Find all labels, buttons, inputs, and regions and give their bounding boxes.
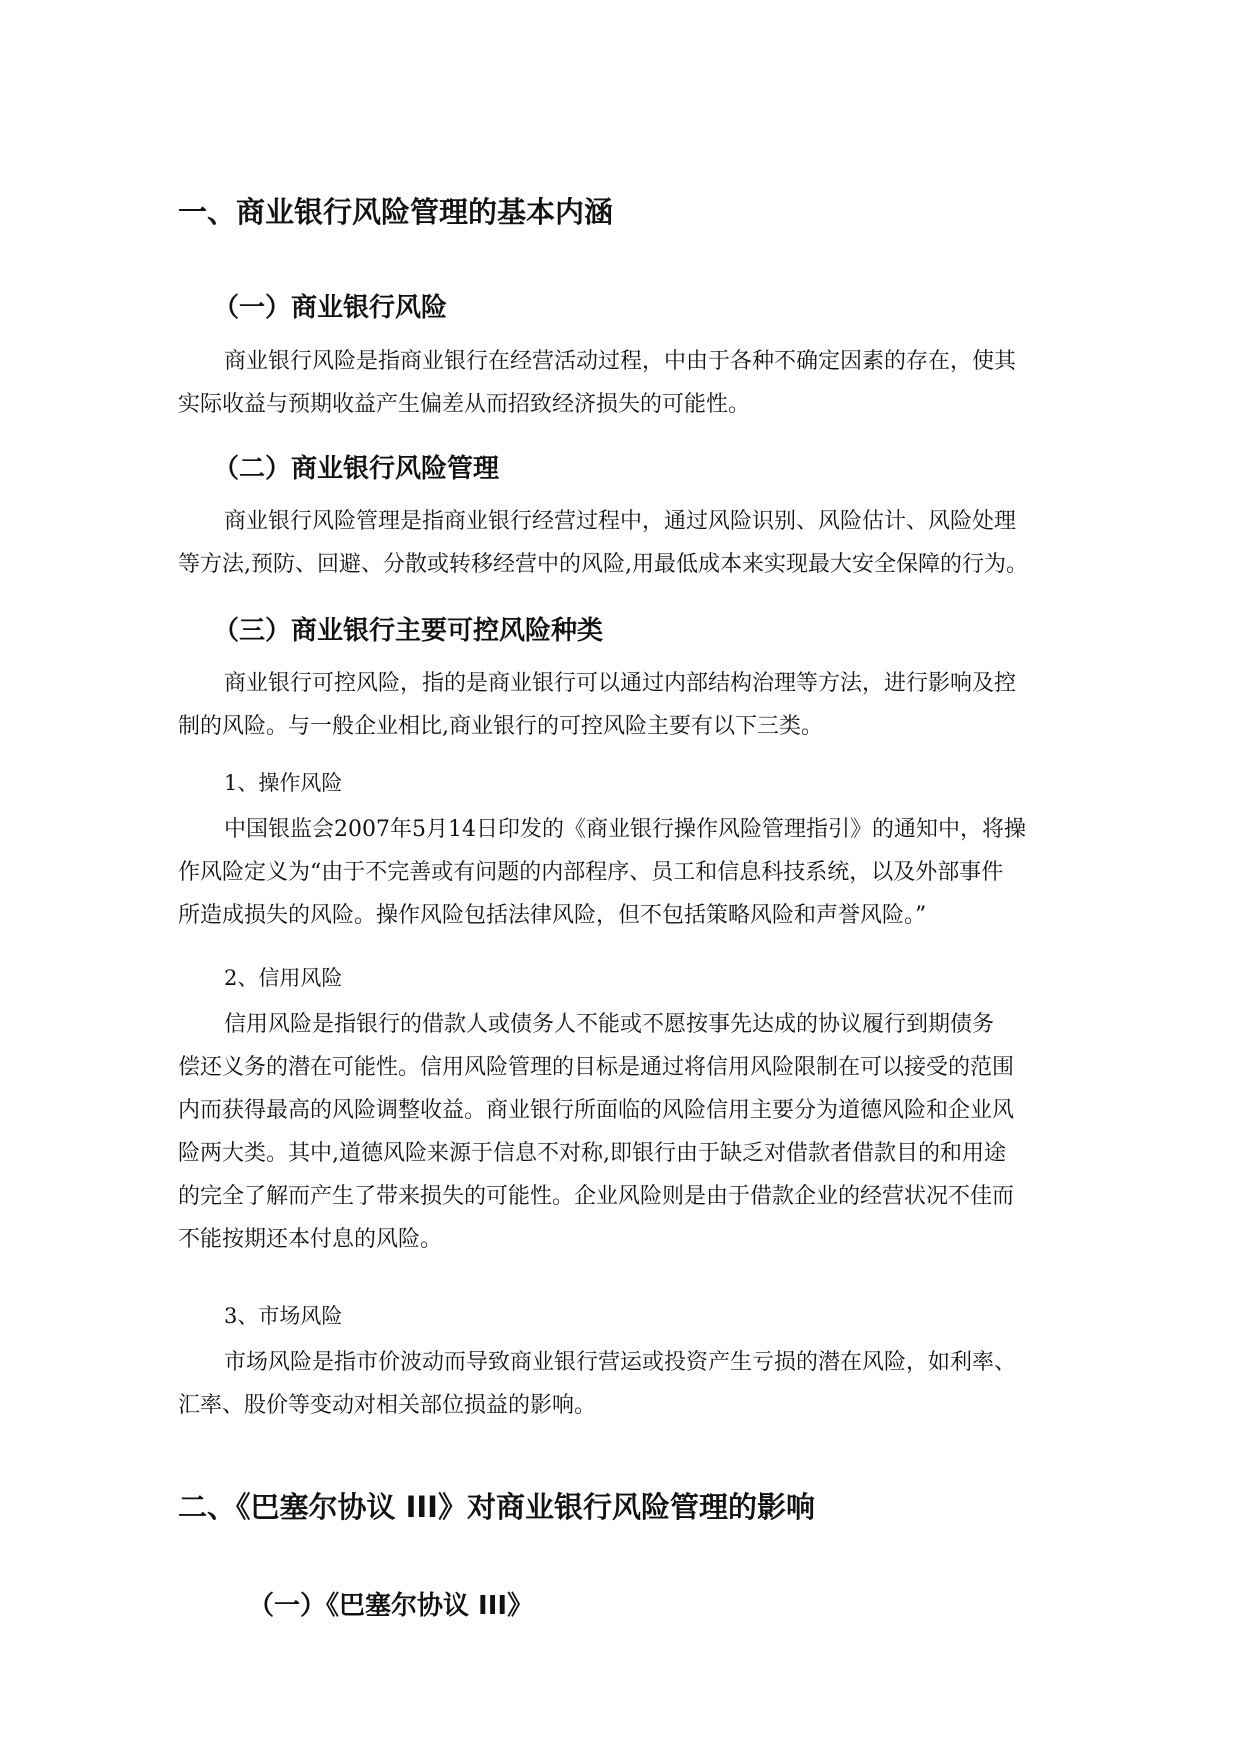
text-line: 制的风险。与一般企业相比,商业银行的可控风险主要有以下三类。 xyxy=(178,714,823,739)
text-line: 所造成损失的风险。操作风险包括法律风险，但不包括策略风险和声誉风险。” xyxy=(178,903,927,928)
text-line: 市场风险是指市价波动而导致商业银行营运或投资产生亏损的潜在风险，如利率、 xyxy=(224,1350,1017,1375)
text-line: 汇率、股价等变动对相关部位损益的影响。 xyxy=(178,1393,597,1418)
text-line: 信用风险是指银行的借款人或债务人不能或不愿按事先达成的协议履行到期债务 xyxy=(224,1012,995,1037)
subsection-1-1-heading: （一）商业银行风险 xyxy=(213,293,448,323)
paragraph-bank-risk xyxy=(178,340,1016,426)
text-line: 中国银监会2007年5月14日印发的《商业银行操作风险管理指引》的通知中，将操 xyxy=(224,817,1026,842)
subsection-1-3-heading: （三）商业银行主要可控风险种类 xyxy=(213,616,604,646)
paragraph-market-risk xyxy=(178,1341,1016,1427)
list-item-market-risk: 3、市场风险 xyxy=(224,1304,343,1328)
text-line: 内而获得最高的风险调整收益。商业银行所面临的风险信用主要分为道德风险和企业风 xyxy=(178,1098,1015,1123)
paragraph-credit-risk xyxy=(178,1003,1014,1261)
text-line: 作风险定义为“由于不完善或有问题的内部程序、员工和信息科技系统，以及外部事件 xyxy=(178,860,1004,885)
paragraph-controllable-risks xyxy=(178,662,1016,748)
text-line: 商业银行可控风险，指的是商业银行可以通过内部结构治理等方法，进行影响及控 xyxy=(224,671,1017,696)
text-line: 偿还义务的潜在可能性。信用风险管理的目标是通过将信用风险限制在可以接受的范围 xyxy=(178,1055,1015,1080)
section-2-heading: 二、《巴塞尔协议 III》对商业银行风险管理的影响 xyxy=(178,1490,815,1524)
subsection-1-2-heading: （二）商业银行风险管理 xyxy=(213,454,500,484)
text-line: 实际收益与预期收益产生偏差从而招致经济损失的可能性。 xyxy=(178,392,751,417)
text-line: 不能按期还本付息的风险。 xyxy=(178,1227,443,1252)
text-line: 商业银行风险是指商业银行在经营活动过程，中由于各种不确定因素的存在，使其 xyxy=(224,349,1017,374)
paragraph-operational-risk xyxy=(178,808,1026,937)
list-item-operational-risk: 1、操作风险 xyxy=(224,771,343,795)
text-line: 等方法,预防、回避、分散或转移经营中的风险,用最低成本来实现最大安全保障的行为。 xyxy=(178,552,1028,577)
paragraph-risk-management xyxy=(178,500,1028,586)
text-line: 险两大类。其中,道德风险来源于信息不对称,即银行由于缺乏对借款者借款目的和用途 xyxy=(178,1141,1006,1166)
subsection-2-1-heading: （一）《巴塞尔协议 III》 xyxy=(248,1591,534,1621)
list-item-credit-risk: 2、信用风险 xyxy=(224,966,343,990)
text-line: 商业银行风险管理是指商业银行经营过程中，通过风险识别、风险估计、风险处理 xyxy=(224,509,1017,534)
text-line: 的完全了解而产生了带来损失的可能性。企业风险则是由于借款企业的经营状况不佳而 xyxy=(178,1184,1015,1209)
section-1-heading: 一、商业银行风险管理的基本内涵 xyxy=(178,195,614,229)
